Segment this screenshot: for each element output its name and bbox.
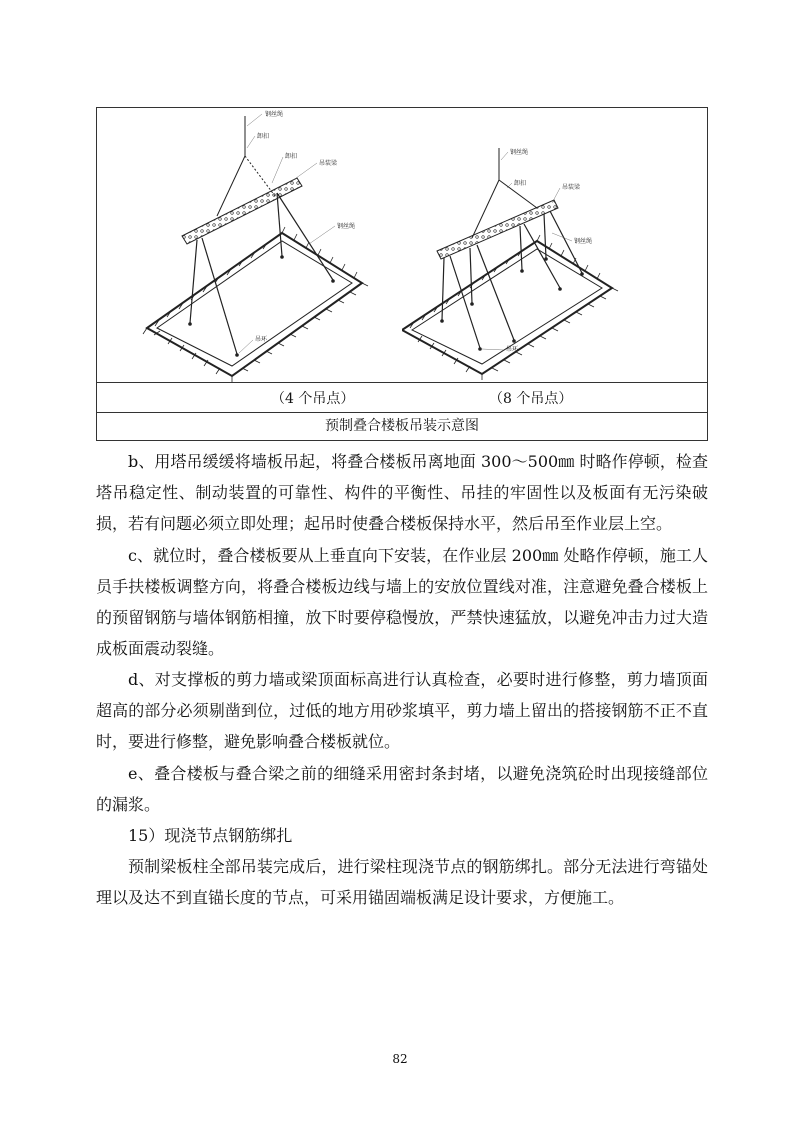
label-shackle: 卸扣 bbox=[514, 180, 527, 187]
label-spreader-beam: 吊装梁 bbox=[319, 160, 338, 167]
paragraph-b: b、用塔吊缓缓将墙板吊起，将叠合楼板吊离地面 300～500㎜ 时略作停顿，检查塔吊稳定性、制动装置的可靠性、构件的平衡性、吊挂的牢固性以及板面有无污染破损，若有问题必须立即处理；起吊时使叠合楼板保持水平，然后吊至作业层上空。 bbox=[96, 452, 708, 533]
lifting-diagram-8-points bbox=[402, 108, 707, 382]
label-wire-rope: 钢丝绳 bbox=[337, 223, 356, 230]
label-wire-rope-top: 钢丝绳 bbox=[265, 111, 284, 118]
label-wire-rope: 钢丝绳 bbox=[574, 238, 593, 245]
paragraph-d: d、对支撑板的剪力墙或梁顶面标高进行认真检查，必要时进行修整，剪力墙顶面超高的部分必须剔凿到位，过低的地方用砂浆填平，剪力墙上留出的搭接钢筋不正不直时，要进行修整，避免影响叠合楼板就位。 bbox=[96, 670, 708, 751]
label-wire-rope-top: 钢丝绳 bbox=[510, 149, 529, 156]
figure-drawing-area bbox=[97, 108, 707, 383]
section-heading-15: 15）现浇节点钢筋绑扎 bbox=[128, 826, 293, 845]
paragraph-c: c、就位时，叠合楼板要从上垂直向下安装，在作业层 200㎜ 处略作停顿，施工人员手扶楼板调整方向，将叠合楼板边线与墙上的安放位置线对准，注意避免叠合楼板上的预留钢筋与墙体钢筋相撞，放下时要停稳慢放，严禁快速猛放，以避免冲击力过大造成板面震动裂缝。 bbox=[96, 546, 708, 658]
label-shackle-2: 卸扣 bbox=[285, 153, 298, 160]
figure-table bbox=[96, 107, 708, 441]
caption-8-points: （8 个吊点） bbox=[489, 391, 573, 407]
label-lifting-ring: 吊环 bbox=[506, 346, 519, 353]
label-shackle-1: 卸扣 bbox=[257, 133, 270, 140]
label-spreader-beam: 吊装梁 bbox=[562, 184, 581, 191]
lifting-diagram-4-points bbox=[97, 108, 402, 382]
paragraph-e: e、叠合楼板与叠合梁之前的细缝采用密封条封堵，以避免浇筑砼时出现接缝部位的漏浆。 bbox=[96, 764, 708, 814]
page-number: 82 bbox=[392, 1052, 408, 1066]
label-lifting-ring: 吊环 bbox=[255, 336, 268, 343]
paragraph-15-body: 预制梁板柱全部吊装完成后，进行梁柱现浇节点的钢筋绑扎。部分无法进行弯锚处理以及达不到直锚长度的节点，可采用锚固端板满足设计要求，方便施工。 bbox=[96, 857, 708, 907]
figure-title: 预制叠合楼板吊装示意图 bbox=[325, 418, 479, 434]
caption-4-points: （4 个吊点） bbox=[271, 391, 355, 407]
figure-caption-row bbox=[97, 382, 707, 413]
